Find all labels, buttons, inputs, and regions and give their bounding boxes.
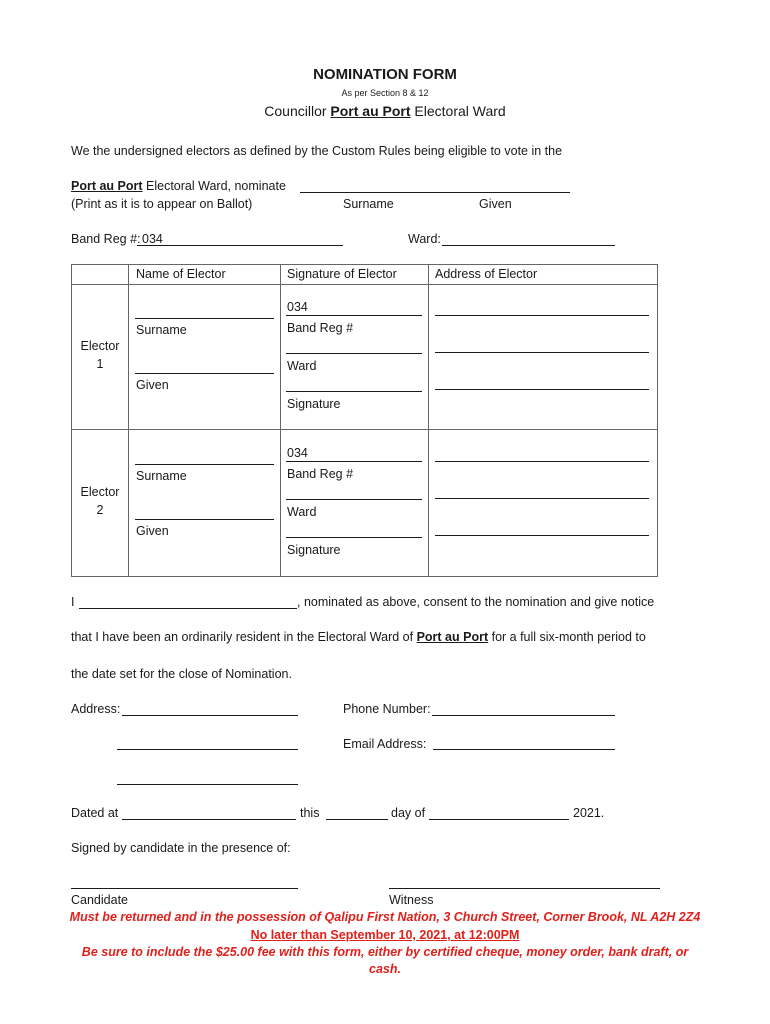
ward-line[interactable] xyxy=(442,245,615,246)
ward-heading-name: Port au Port xyxy=(330,103,411,119)
signature-label: Signature xyxy=(287,543,341,557)
header-address-of-elector: Address of Elector xyxy=(435,267,538,281)
elector-number: 2 xyxy=(96,503,104,517)
witness-label: Witness xyxy=(389,893,434,907)
band-reg-line[interactable] xyxy=(137,245,343,246)
elector-signature-cell xyxy=(281,285,429,430)
ward-label: Ward: xyxy=(408,232,441,246)
candidate-name-line[interactable] xyxy=(79,608,297,609)
nominee-name-line[interactable] xyxy=(300,192,570,193)
elector-row xyxy=(72,285,658,430)
ward-heading-prefix: Councillor xyxy=(264,103,331,119)
intro-line-2 xyxy=(71,179,286,193)
given-line[interactable] xyxy=(135,519,274,520)
this-label: this xyxy=(300,806,320,820)
notice-line-4: cash. xyxy=(369,962,401,976)
elector-label: Elector xyxy=(80,485,120,499)
elector-name-cell xyxy=(129,285,281,430)
band-reg-label: Band Reg #: xyxy=(71,232,141,246)
header-address-cell xyxy=(429,265,658,285)
ward-label: Ward xyxy=(287,359,317,373)
surname-line[interactable] xyxy=(135,318,274,319)
consent-line-2-a: that I have been an ordinarily resident in the Electoral Ward of xyxy=(71,630,417,644)
candidate-address-line-1[interactable] xyxy=(122,715,298,716)
ward-line[interactable] xyxy=(286,353,422,354)
day-of-label: day of xyxy=(391,806,426,820)
band-reg-line[interactable] xyxy=(286,461,422,462)
signed-by-label: Signed by candidate in the presence of: xyxy=(71,841,291,855)
elector-number: 1 xyxy=(96,357,104,371)
address-line[interactable] xyxy=(435,461,649,462)
form-subtitle: As per Section 8 & 12 xyxy=(341,88,429,98)
witness-signature-line[interactable] xyxy=(389,888,660,889)
form-title: NOMINATION FORM xyxy=(313,66,457,83)
elector-signature-cell xyxy=(281,430,429,577)
dated-at-label: Dated at xyxy=(71,806,119,820)
elector-address-cell xyxy=(429,430,658,577)
print-note: (Print as it is to appear on Ballot) xyxy=(71,197,253,211)
consent-ward-name: Port au Port xyxy=(416,630,489,644)
intro-line-1: We the undersigned electors as defined by the Custom Rules being eligible to vote in the xyxy=(71,144,563,158)
elector-row xyxy=(72,430,658,577)
address-line[interactable] xyxy=(435,498,649,499)
header-signature-of-elector: Signature of Elector xyxy=(287,267,397,281)
notice-line-1: Must be returned and in the possession of Qalipu First Nation, 3 Church Street, Corner Brook, NL A2H 2Z4 xyxy=(69,910,701,924)
header-signature-cell xyxy=(281,265,429,285)
band-reg-label: Band Reg # xyxy=(287,321,354,335)
given-label: Given xyxy=(136,378,169,392)
band-reg-label: Band Reg # xyxy=(287,467,354,481)
surname-label: Surname xyxy=(136,469,187,483)
candidate-label: Candidate xyxy=(71,893,128,907)
surname-line[interactable] xyxy=(135,464,274,465)
candidate-address-line-3[interactable] xyxy=(117,784,298,785)
address-line[interactable] xyxy=(435,352,649,353)
nominee-given-label: Given xyxy=(479,197,512,211)
candidate-address-line-2[interactable] xyxy=(117,749,298,750)
month-line[interactable] xyxy=(429,819,569,820)
dated-at-line[interactable] xyxy=(122,819,296,820)
consent-line-1: , nominated as above, consent to the nomination and give notice xyxy=(297,595,655,609)
consent-line-3: the date set for the close of Nomination. xyxy=(71,667,292,681)
phone-label: Phone Number: xyxy=(343,702,431,716)
elector-label-cell xyxy=(72,285,129,430)
consent-prefix: I xyxy=(71,595,75,609)
band-reg-prefill: 034 xyxy=(287,300,308,314)
address-line[interactable] xyxy=(435,389,649,390)
band-reg-prefill: 034 xyxy=(287,446,308,460)
year-label: 2021. xyxy=(573,806,605,820)
candidate-signature-line[interactable] xyxy=(71,888,298,889)
signature-line[interactable] xyxy=(286,391,422,392)
address-line[interactable] xyxy=(435,315,649,316)
email-line[interactable] xyxy=(433,749,615,750)
given-line[interactable] xyxy=(135,373,274,374)
elector-label: Elector xyxy=(80,339,120,353)
email-label: Email Address: xyxy=(343,737,427,751)
phone-line[interactable] xyxy=(432,715,615,716)
header-name-of-elector: Name of Elector xyxy=(136,267,226,281)
intro-line-2-rest: Electoral Ward, nominate xyxy=(142,179,286,193)
notice-deadline: No later than September 10, 2021, at 12:00PM xyxy=(250,928,520,942)
ward-heading xyxy=(0,103,770,119)
ward-label: Ward xyxy=(287,505,317,519)
surname-label: Surname xyxy=(136,323,187,337)
header-blank-cell xyxy=(72,265,129,285)
consent-line-2-b: for a full six-month period to xyxy=(488,630,646,644)
notice-line-3: Be sure to include the $25.00 fee with this form, either by certified cheque, money order, bank draft, or xyxy=(81,945,689,959)
elector-label-cell xyxy=(72,430,129,577)
nominee-surname-label: Surname xyxy=(343,197,394,211)
ward-line[interactable] xyxy=(286,499,422,500)
elector-address-cell xyxy=(429,285,658,430)
ward-heading-suffix: Electoral Ward xyxy=(410,103,506,119)
address-label: Address: xyxy=(71,702,121,716)
given-label: Given xyxy=(136,524,169,538)
consent-line-2 xyxy=(71,630,646,644)
header-name-cell xyxy=(129,265,281,285)
intro-ward-name: Port au Port xyxy=(71,179,143,193)
electors-table xyxy=(71,264,658,577)
band-reg-value: 034 xyxy=(142,232,163,246)
signature-label: Signature xyxy=(287,397,341,411)
signature-line[interactable] xyxy=(286,537,422,538)
day-line[interactable] xyxy=(326,819,388,820)
band-reg-line[interactable] xyxy=(286,315,422,316)
address-line[interactable] xyxy=(435,535,649,536)
elector-name-cell xyxy=(129,430,281,577)
